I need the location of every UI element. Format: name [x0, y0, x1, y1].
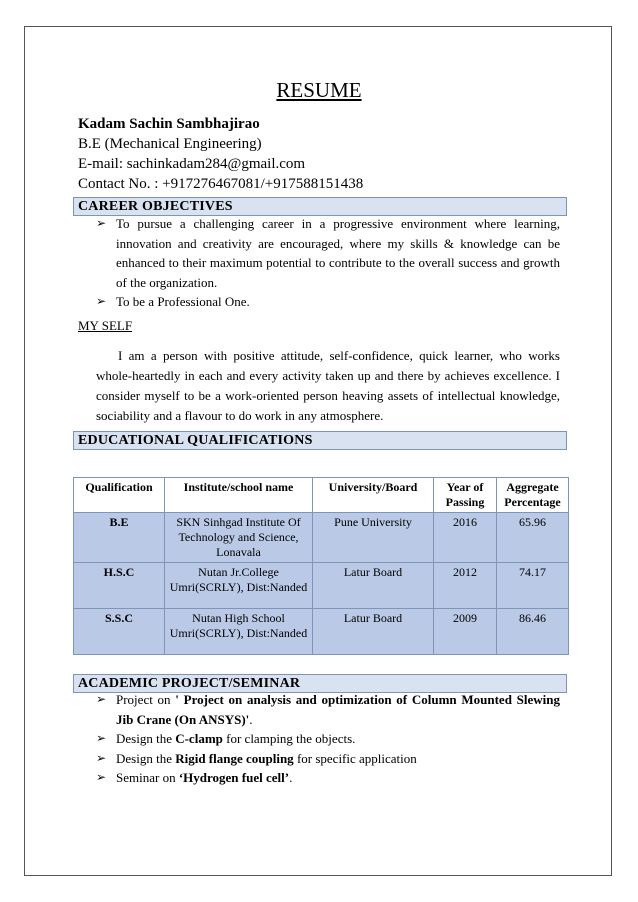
list-item: ➢ Seminar on ‘Hydrogen fuel cell’. — [96, 768, 560, 788]
myself-paragraph: I am a person with positive attitude, self-confidence, quick learner, who works whole-heartedly in each and every activity taken up and there by achieves excellence. I consider myself to be a work-oriented person heaving assets of intellectual knowledge, sociability and a flavour to do work in any atmosphere. — [96, 348, 560, 423]
table-cell: 2009 — [434, 609, 497, 655]
table-cell: Nutan High School Umri(SCRLY), Dist:Nanded — [165, 609, 313, 655]
table-cell: B.E — [74, 513, 165, 563]
arrow-bullet-icon: ➢ — [96, 770, 107, 784]
education-table — [73, 477, 569, 655]
table-cell: S.S.C — [74, 609, 165, 655]
applicant-degree: B.E (Mechanical Engineering) — [78, 136, 262, 152]
table-cell: H.S.C — [74, 563, 165, 609]
table-cell: Latur Board — [313, 609, 434, 655]
applicant-email: E-mail: sachinkadam284@gmail.com — [78, 156, 306, 172]
arrow-bullet-icon: ➢ — [96, 216, 107, 230]
arrow-bullet-icon: ➢ — [96, 294, 107, 308]
column-header: University/Board — [313, 478, 434, 513]
myself-heading: MY SELF — [78, 318, 133, 333]
table-cell: 2012 — [434, 563, 497, 609]
column-header: Institute/school name — [165, 478, 313, 513]
page-title: RESUME — [276, 78, 362, 102]
column-header: Aggregate Percentage — [497, 478, 569, 513]
column-header: Qualification — [74, 478, 165, 513]
arrow-bullet-icon: ➢ — [96, 750, 107, 765]
list-item: ➢ To pursue a challenging career in a progressive environment where learning, innovation and creativity are encouraged, where my skills & knowledge can be enhanced to their maximum potential to contribute to the overall success and growth of the organization. — [96, 216, 560, 290]
list-item: ➢ Project on ' Project on analysis and optimization of Column Mounted Slewing Jib Crane (On ANSYS)'. — [96, 692, 561, 727]
table-cell: Pune University — [313, 513, 434, 563]
arrow-bullet-icon: ➢ — [96, 731, 107, 745]
table-header-row — [74, 478, 569, 513]
table-cell: 65.96 — [497, 513, 569, 563]
academic-projects-heading: ACADEMIC PROJECT/SEMINAR — [73, 674, 567, 693]
academic-projects-list — [96, 690, 560, 788]
list-item: ➢ Design the Rigid flange coupling for specific application — [96, 749, 560, 769]
column-header: Year of Passing — [434, 478, 497, 513]
table-cell: 86.46 — [497, 609, 569, 655]
applicant-contact: Contact No. : +917276467081/+917588151438 — [78, 176, 364, 192]
list-item: ➢ Design the C-clamp for clamping the objects. — [96, 729, 560, 749]
career-objectives-list — [96, 214, 560, 312]
table-cell: 2016 — [434, 513, 497, 563]
career-objectives-heading: CAREER OBJECTIVES — [73, 197, 567, 216]
table-cell: Latur Board — [313, 563, 434, 609]
education-heading: EDUCATIONAL QUALIFICATIONS — [73, 431, 567, 450]
table-row — [74, 563, 569, 609]
contact-header — [78, 114, 363, 194]
list-item: ➢ To be a Professional One. — [96, 292, 560, 312]
table-cell: Nutan Jr.College Umri(SCRLY), Dist:Nanded — [165, 563, 313, 609]
table-row — [74, 513, 569, 563]
table-row — [74, 609, 569, 655]
arrow-bullet-icon: ➢ — [96, 692, 107, 706]
applicant-name: Kadam Sachin Sambhajirao — [78, 116, 260, 132]
table-cell: 74.17 — [497, 563, 569, 609]
table-cell: SKN Sinhgad Institute Of Technology and Science, Lonavala — [165, 513, 313, 563]
